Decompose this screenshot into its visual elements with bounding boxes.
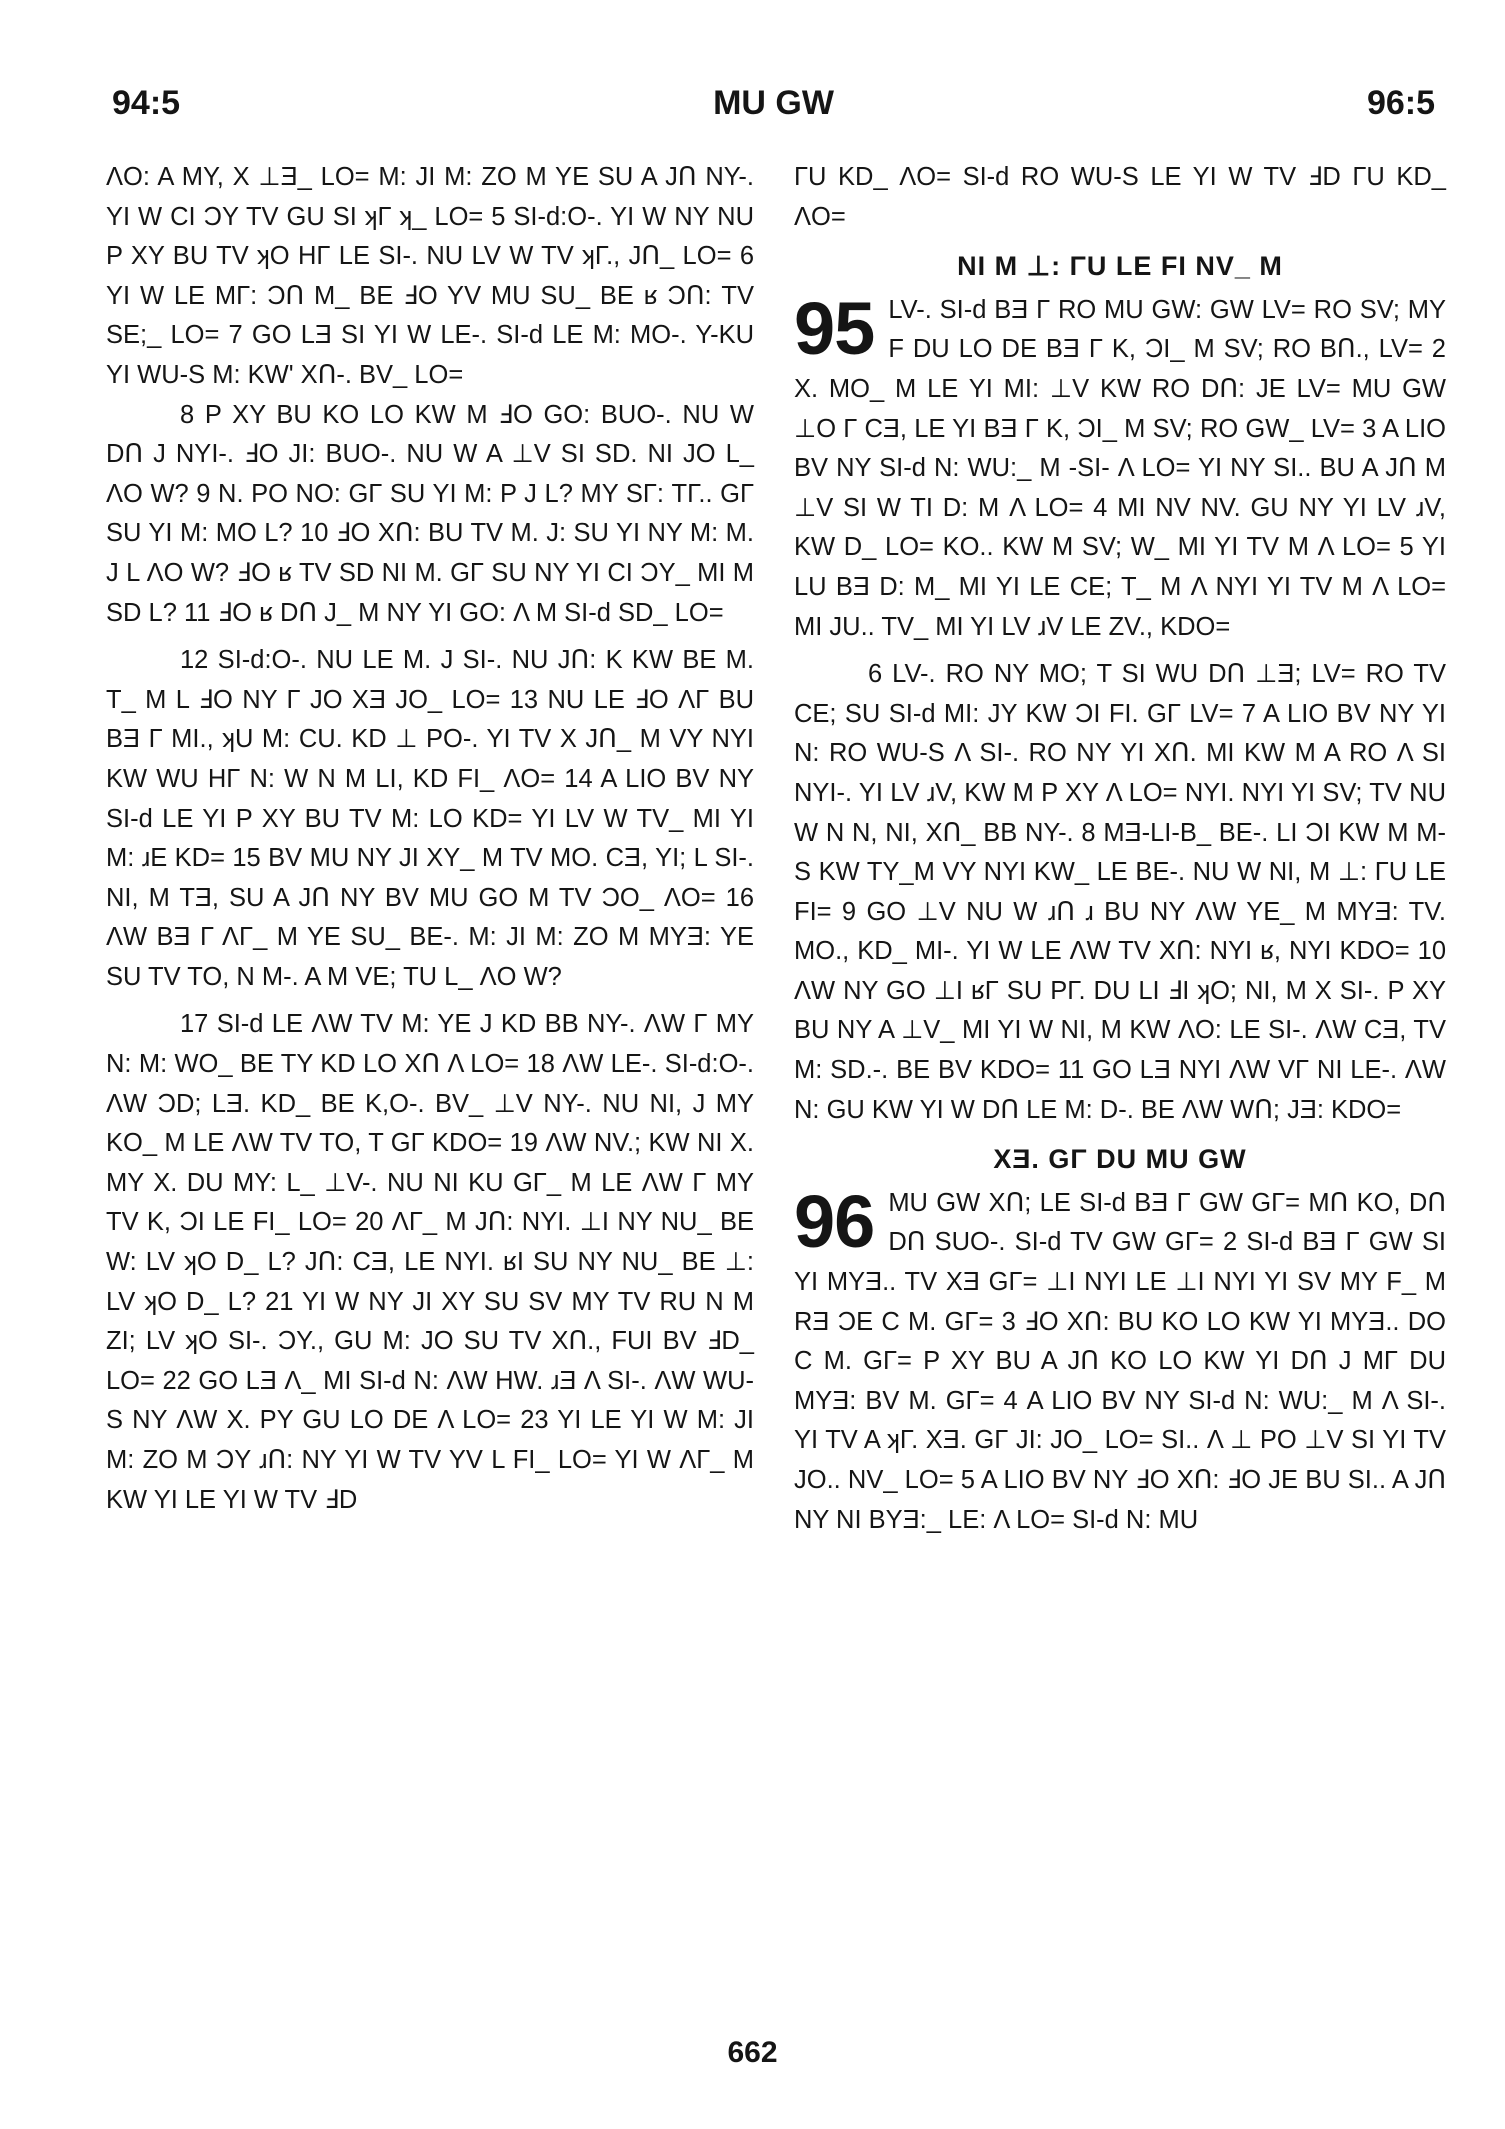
paragraph-text: LV-. SI-d BƎ Γ RO MU GW: GW LV= RO SV; MY F DU LO DE BƎ Γ K, ϽI_ M SV; RO BՈ., LV= 2 X. MO_ M LE YI MI: ⊥V KW RO DՈ: JE LV= MU GW ⊥O Γ CƎ, LE YI BƎ Γ K, ϽI_ M SV; RO GW_ LV= 3 A LIO BV NY SI-d N: WU:_ M -SI- Λ LO= YI NY SI.. BU A JՈ M ⊥V SI W TI D: M Λ LO= 4 MI NV NV. GU NY YI LV ɹV, KW D_ LO= KO.. KW M SV; W_ MI YI TV M Λ LO= 5 YI LU BƎ D: M_ MI YI LE CE; T_ M Λ NYI YI TV M Λ LO= MI JU.. TV_ MI YI LV ɹV LE ZV., KDO= bbox=[794, 295, 1446, 641]
book-title: MU GW bbox=[713, 84, 834, 122]
left-chapter-verse-ref: 94:5 bbox=[112, 84, 181, 122]
paragraph-text: MU GW XՈ; LE SI-d BƎ Γ GW GΓ= MՈ KO, DՈ DՈ SUO-. SI-d TV GW GΓ= 2 SI-d BƎ Γ GW SI YI MYƎ.. TV XƎ GΓ= ⊥I NYI LE ⊥I NYI YI SV MY F_ M RƎ ϽE C M. GΓ= 3 ℲO XՈ: BU KO LO KW YI MYƎ.. DO C M. GΓ= P XY BU A JՈ KO LO KW YI DՈ J MΓ DU MYƎ: BV M. GΓ= 4 A LIO BV NY SI-d N: WU:_ M Λ SI-. YI TV A ʞΓ. XƎ. GΓ JI: JO_ LO= SI.. Λ ⊥ PO ⊥V SI YI TV JO.. NV_ LO= 5 A LIO BV NY ℲO XՈ: ℲO JE BU SI.. A JՈ NY NI BYƎ:_ LE: Λ LO= SI-d N: MU bbox=[794, 1188, 1446, 1534]
chapter-96-paragraph bbox=[794, 1179, 1446, 1540]
paragraph: 17 SI-d LE ΛW TV M: YE J KD BB NY-. ΛW Γ MY N: M: WO_ BE TY KD LO XՈ Λ LO= 18 ΛW LE-. SI-d:O-. ΛW ϽD; LƎ. KD_ BE K,O-. BV_ ⊥V NY-. NU NI, J MY KO_ M LE ΛW TV TO, T GΓ KDO= 19 ΛW NV.; KW NI X. MY X. DU MY: L_ ⊥V-. NU NI KU GΓ_ M LE ΛW Γ MY TV K, ϽI LE FI_ LO= 20 ΛΓ_ M JՈ: NYI. ⊥I NY NU_ BE W: LV ʞO D_ L? JՈ: CƎ, LE NYI. ʁI SU NY NU_ BE ⊥: LV ʞO D_ L? 21 YI W NY JI XY SU SV MY TV RU N M ZI; LV ʞO SI-. ϽY., GU M: JO SU TV XՈ., FUI BV ℲD_ LO= 22 GO LƎ Λ_ MI SI-d N: ΛW HW. ɹƎ Λ SI-. ΛW WU-S NY ΛW X. PY GU LO DE Λ LO= 23 YI LE YI W M: JI M: ZO M ϽY ɹՈ: NY YI W TV YV L FI_ LO= YI W ΛΓ_ M KW YI LE YI W TV ℲD bbox=[106, 1010, 754, 1514]
chapter-95-paragraph bbox=[794, 286, 1446, 647]
paragraph: 6 LV-. RO NY MO; T SI WU DՈ ⊥Ǝ; LV= RO TV CE; SU SI-d MI: JY KW ϽI FI. GΓ LV= 7 A LIO BV NY YI N: RO WU-S Λ SI-. RO NY YI XՈ. MI KW M A RO Λ SI NYI-. YI LV ɹV, KW M P XY Λ LO= NYI. NYI YI SV; TV NU W N N, NI, XՈ_ BB NY-. 8 MƎ-LI-B_ BE-. LI ϽI KW M M-S KW TY_M VY NYI KW_ LE BE-. NU W NI, M ⊥: ΓU LE FI= 9 GO ⊥V NU W ɹՈ ɹ BU NY ΛW YE_ M MYƎ: TV. MO., KD_ MI-. YI W LE ΛW TV XՈ: NYI ʁ, NYI KDO= 10 ΛW NY GO ⊥I ʁΓ SU PΓ. DU LI ℲI ʞO; NI, M X SI-. P XY BU NY A ⊥V_ MI YI W NI, M KW ΛO: LE SI-. ΛW CƎ, TV M: SD.-. BE BV KDO= 11 GO LƎ NYI ΛW VΓ NI LE-. ΛW N: GU KW YI W DՈ LE M: D-. BE ΛW WՈ; JƎ: KDO= bbox=[794, 660, 1446, 1124]
right-text-column bbox=[794, 158, 1446, 1540]
paragraph: ΛO: A MY, X ⊥Ǝ_ LO= M: JI M: ZO M YE SU A JՈ NY-. YI W CI ϽY TV GU SI ʞΓ ʞ_ LO= 5 SI-d:O-. YI W NY NU P XY BU TV ʞO HΓ LE SI-. NU LV W TV ʞΓ., JՈ_ LO= 6 YI W LE MΓ: ϽՈ M_ BE ℲO YV MU SU_ BE ʁ ϽՈ: TV SE;_ LO= 7 GO LƎ SI YI W LE-. SI-d LE M: MO-. Y-KU YI WU-S M: KW' XՈ-. BV_ LO= bbox=[106, 163, 754, 389]
right-chapter-verse-ref: 96:5 bbox=[1366, 84, 1435, 122]
paragraph: 12 SI-d:O-. NU LE M. J SI-. NU JՈ: K KW BE M. T_ M L ℲO NY Γ JO XƎ JO_ LO= 13 NU LE ℲO ΛΓ BU BƎ Γ MI., ʞU M: CU. KD ⊥ PO-. YI TV X JՈ_ M VY NYI KW WU HΓ N: W N M LI, KD FI_ ΛO= 14 A LIO BV NY SI-d LE YI P XY BU TV M: LO KD= YI LV W TV_ MI YI M: ɹE KD= 15 BV MU NY JI XY_ M TV MO. CƎ, YI; L SI-. NI, M TƎ, SU A JՈ NY BV MU GO M TV ϽO_ ΛO= 16 ΛW BƎ Γ ΛΓ_ M YE SU_ BE-. M: JI M: ZO M MYƎ: YE SU TV TO, N M-. A M VE; TU L_ ΛO W? bbox=[106, 646, 754, 991]
left-text-column bbox=[106, 158, 754, 1520]
paragraph: 8 P XY BU KO LO KW M ℲO GO: BUO-. NU W DՈ J NYI-. ℲO JI: BUO-. NU W A ⊥V SI SD. NI JO L_ ΛO W? 9 N. PO NO: GΓ SU YI M: P J L? MY SΓ: TΓ.. GΓ SU YI M: MO L? 10 ℲO XՈ: BU TV M. J: SU YI NY M: M. J L ΛO W? ℲO ʁ TV SD NI M. GΓ SU NY YI CI ϽY_ MI M SD L? 11 ℲO ʁ DՈ J_ M NY YI GO: Λ M SI-d SD_ LO= bbox=[106, 400, 754, 627]
paragraph: ΓU KD_ ΛO= SI-d RO WU-S LE YI W TV ℲD ΓU KD_ ΛO= bbox=[794, 163, 1446, 231]
running-header bbox=[112, 84, 1435, 134]
page-number: 662 bbox=[727, 2036, 778, 2069]
section-heading: NI M ⊥: ΓU LE FI NV_ M bbox=[957, 251, 1283, 282]
chapter-number: 95 bbox=[794, 286, 875, 370]
section-heading: XƎ. GΓ DU MU GW bbox=[993, 1144, 1247, 1175]
chapter-number: 96 bbox=[794, 1179, 875, 1263]
